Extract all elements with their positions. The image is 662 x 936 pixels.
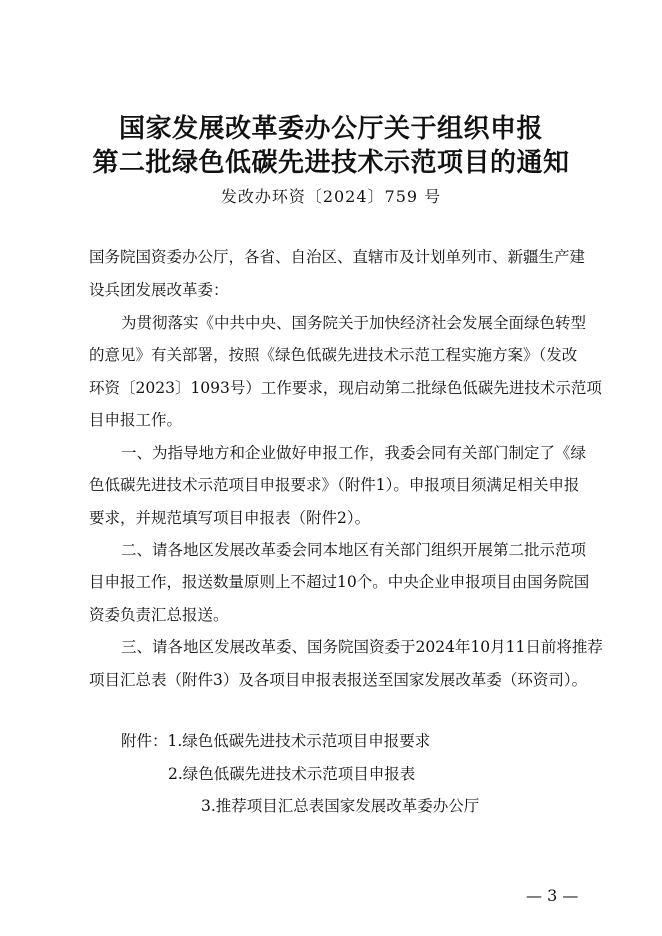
addressee-line-1: 国务院国资委办公厅，各省、自治区、直辖市及计划单列市、新疆生产建 [89,248,586,266]
paragraph-4-line-2: 项目汇总表（附件3）及各项目申报表报送至国家发展改革委（环资司）。 [89,671,588,689]
document-number: 发改办环资〔2024〕759 号 [220,187,442,206]
paragraph-3-line-1: 二、请各地区发展改革委会同本地区有关部门组织开展第二批示范项 [121,541,587,559]
addressee-line-2: 设兵团发展改革委： [89,281,229,299]
paragraph-1-line-1: 为贯彻落实《中共中央、国务院关于加快经济社会发展全面绿色转型 [121,314,587,332]
paragraph-1-line-2: 的意见》有关部署，按照《绿色低碳先进技术示范工程实施方案》（发改 [89,346,578,364]
paragraph-3-line-3: 资委负责汇总报送。 [89,606,229,624]
attachment-item-2: 2.绿色低碳先进技术示范项目申报表 [168,765,416,783]
attachment-item-3: 3.推荐项目汇总表国家发展改革委办公厅 [201,797,480,815]
paragraph-2-line-2: 色低碳先进技术示范项目申报要求》（附件1）。申报项目须满足相关申报 [89,476,580,494]
paragraph-3-line-2: 目申报工作，报送数量原则上不超过10个。中央企业申报项目由国务院国 [89,573,590,591]
paragraph-4-line-1: 三、请各地区发展改革委、国务院国资委于2024年10月11日前将推荐 [121,638,603,656]
paragraph-1-line-3: 环资〔2023〕1093号）工作要求，现启动第二批绿色低碳先进技术示范项 [89,379,602,397]
page-number: — 3 — [526,886,579,905]
document-title-line-1: 国家发展改革委办公厅关于组织申报 [118,114,543,144]
document-title-line-2: 第二批绿色低碳先进技术示范项目的通知 [92,148,570,178]
paragraph-1-line-4: 目申报工作。 [89,411,183,429]
attachment-item-1: 附件：1.绿色低碳先进技术示范项目申报要求 [121,732,431,750]
paragraph-2-line-3: 要求，并规范填写项目申报表（附件2）。 [89,509,371,527]
paragraph-2-line-1: 一、为指导地方和企业做好申报工作，我委会同有关部门制定了《绿 [121,444,587,462]
